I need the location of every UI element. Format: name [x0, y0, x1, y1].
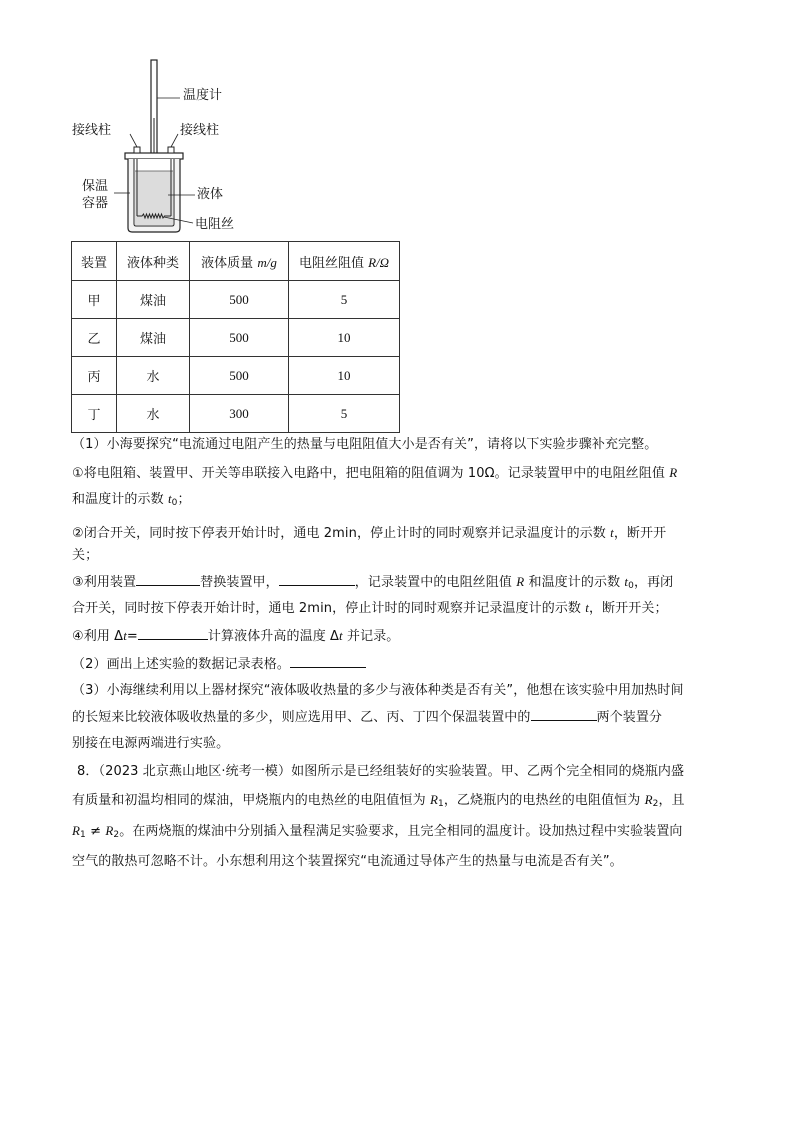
- right-terminal-leader: [171, 134, 178, 147]
- question-3-line-3: 别接在电源两端进行实验。: [72, 736, 230, 751]
- header-liquid-mass: 液体质量 m/g: [190, 242, 289, 281]
- step-2-line-1: ②闭合开关，同时按下停表开始计时，通电 2min，停止计时的同时观察并记录温度计的示数 t，断开开: [72, 525, 667, 541]
- cell-device: 丙: [72, 357, 117, 395]
- label-container-2: 容器: [82, 196, 109, 211]
- table-row: [72, 319, 400, 357]
- container-lid: [125, 153, 183, 159]
- cell-resistance: 10: [289, 319, 400, 357]
- device-table: [71, 241, 400, 433]
- cell-liquid: 煤油: [117, 319, 190, 357]
- label-container-1: 保温: [82, 179, 109, 194]
- header-device: 装置: [72, 242, 117, 281]
- answer-blank-formula[interactable]: [138, 627, 208, 640]
- problem-8-line-2: 有质量和初温均相同的煤油，甲烧瓶内的电热丝的电阻值恒为 $R_1$，乙烧瓶内的电热丝的电阻值恒为 $R_2$，且: [72, 792, 685, 809]
- header-liquid-type: 液体种类: [117, 242, 190, 281]
- cell-mass: 500: [190, 319, 289, 357]
- question-1: （1）小海要探究“电流通过电阻产生的热量与电阻阻值大小是否有关”，请将以下实验步骤补充完整。: [72, 437, 658, 452]
- problem-8-line-3: $R_1 \ne R_2$。在两烧瓶的煤油中分别插入量程满足实验要求，且完全相同的温度计。设加热过程中实验装置向: [72, 823, 683, 840]
- answer-blank-device[interactable]: [136, 573, 200, 586]
- cell-resistance: 5: [289, 281, 400, 319]
- cell-mass: 300: [190, 395, 289, 433]
- answer-blank-step[interactable]: [279, 573, 355, 586]
- problem-8-line-1: 8．（2023 北京燕山地区·统考一模）如图所示是已经组装好的实验装置。甲、乙两个完全相同的烧瓶内盛: [77, 764, 685, 779]
- label-terminal-right: 接线柱: [180, 123, 220, 138]
- apparatus-figure: [68, 58, 268, 238]
- step-1-line-1: ①将电阻箱、装置甲、开关等串联接入电路中，把电阻箱的阻值调为 10Ω。记录装置甲中的电阻丝阻值 R: [72, 465, 678, 481]
- cell-device: 甲: [72, 281, 117, 319]
- cell-resistance: 10: [289, 357, 400, 395]
- step-3-line-2: 合开关，同时按下停表开始计时，通电 2min，停止计时的同时观察并记录温度计的示数 t，断开开关；: [72, 600, 668, 616]
- step-3-line-1: ③利用装置 替换装置甲， ，记录装置中的电阻丝阻值 R 和温度计的示数 $t_0$，再闭: [72, 574, 674, 591]
- step-2-line-2: 关；: [72, 548, 99, 563]
- question-3-line-1: （3）小海继续利用以上器材探究“液体吸收热量的多少与液体种类是否有关”，他想在该实验中用加热时间: [72, 683, 684, 698]
- table-row: [72, 281, 400, 319]
- question-2: （2）画出上述实验的数据记录表格。: [72, 655, 366, 673]
- label-terminal-left: 接线柱: [72, 123, 112, 138]
- left-terminal: [134, 147, 140, 153]
- question-3-line-2: 的长短来比较液体吸收热量的多少，则应选用甲、乙、丙、丁四个保温装置中的 两个装置分: [72, 710, 663, 725]
- apparatus-diagram: [68, 58, 268, 238]
- table-header-row: [72, 242, 400, 281]
- step-1-line-2: 和温度计的示数 $t_0$；: [72, 491, 191, 508]
- header-resistance: 电阻丝阻值 R/Ω: [289, 242, 400, 281]
- cell-mass: 500: [190, 357, 289, 395]
- problem-8-line-4: 空气的散热可忽略不计。小东想利用这个装置探究“电流通过导体产生的热量与电流是否有关”。: [72, 854, 623, 869]
- label-thermometer: 温度计: [183, 88, 223, 103]
- cell-mass: 500: [190, 281, 289, 319]
- cell-liquid: 煤油: [117, 281, 190, 319]
- label-liquid: 液体: [197, 187, 224, 202]
- cell-liquid: 水: [117, 357, 190, 395]
- cell-device: 丁: [72, 395, 117, 433]
- left-terminal-leader: [130, 134, 137, 147]
- cell-resistance: 5: [289, 395, 400, 433]
- answer-blank-devices[interactable]: [531, 708, 597, 721]
- cell-liquid: 水: [117, 395, 190, 433]
- step-4: ④利用 Δt= 计算液体升高的温度 Δt 并记录。: [72, 628, 400, 644]
- label-wire: 电阻丝: [195, 217, 235, 232]
- answer-blank-table[interactable]: [290, 655, 366, 668]
- cell-device: 乙: [72, 319, 117, 357]
- table-row: [72, 357, 400, 395]
- right-terminal: [168, 147, 174, 153]
- table-row: [72, 395, 400, 433]
